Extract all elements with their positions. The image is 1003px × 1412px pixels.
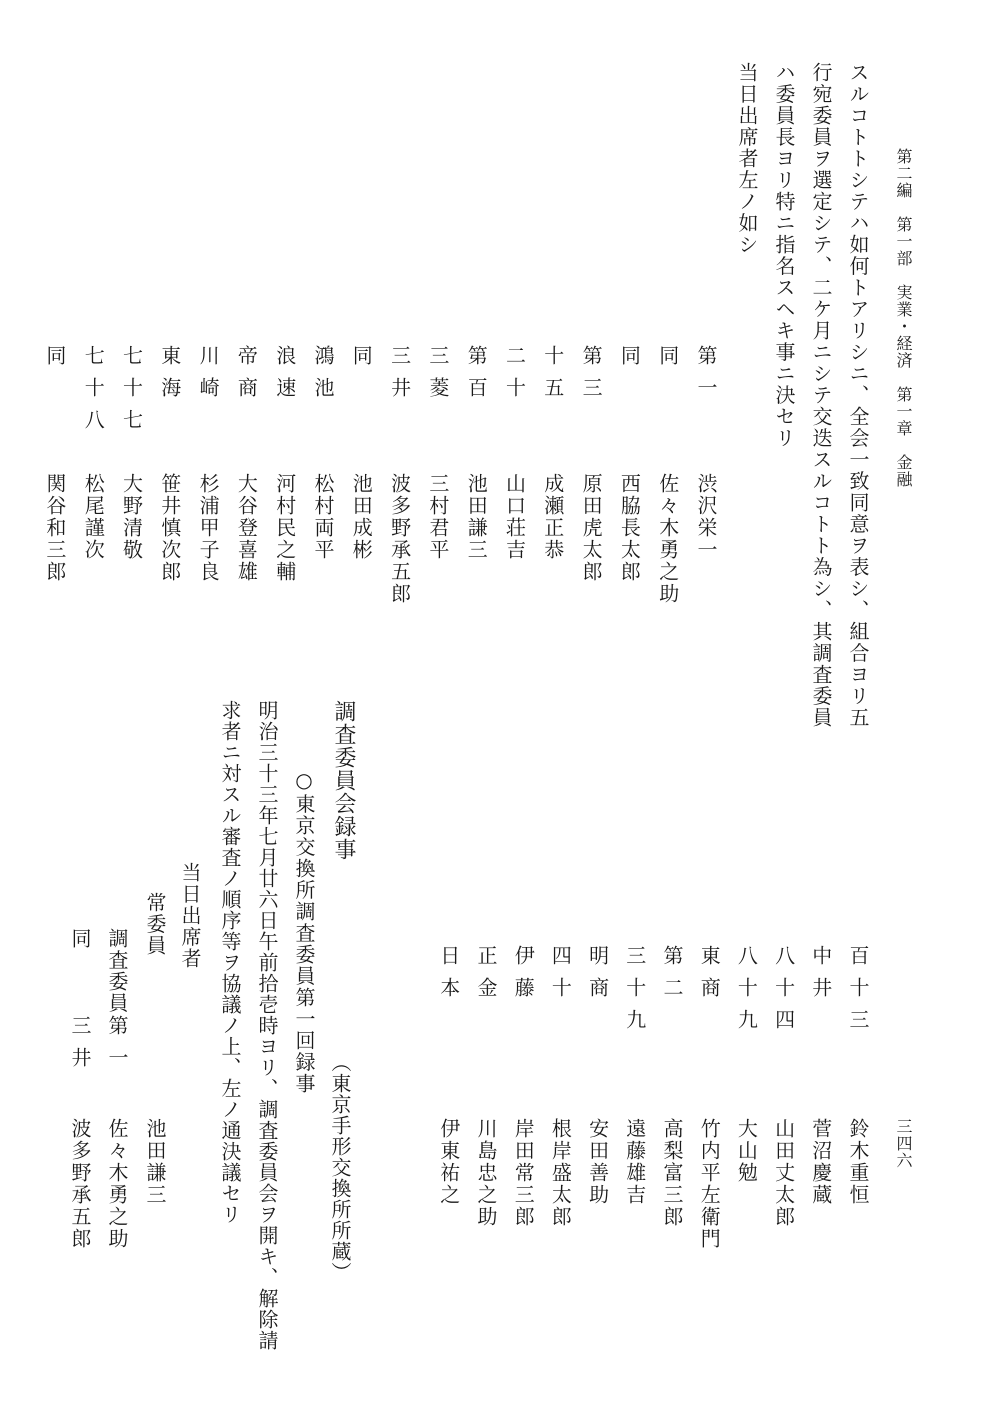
member-name: 大山勉 — [734, 1118, 759, 1184]
source-note: （東京手形交換所所蔵） — [328, 1052, 352, 1283]
member-name: 鈴木重恒 — [846, 1118, 870, 1206]
member-name: 佐々木勇之助 — [655, 473, 680, 605]
running-head: 第二編 第一部 実業・経済 第一章 金融 — [894, 148, 913, 488]
member-bank: 十五 — [540, 345, 565, 409]
member-name: 高梨富三郎 — [660, 1118, 684, 1228]
member-bank: 四十 — [548, 945, 573, 1009]
member-bank: 明商 — [585, 945, 610, 1009]
member-name: 池田成彬 — [349, 473, 374, 561]
member-name: 渋沢栄一 — [694, 473, 718, 561]
attendee-role: 常委員 — [143, 892, 167, 957]
member-bank: 同 — [655, 345, 680, 377]
member-bank: 三井 — [387, 345, 412, 409]
attendance-label: 当日出席者 — [178, 862, 202, 970]
attendee-bank: 三井 — [68, 1015, 92, 1079]
member-name: 山口荘吉 — [502, 473, 527, 561]
member-name: 杉浦甲子良 — [196, 473, 221, 583]
member-bank: 百十三 — [846, 945, 870, 1041]
member-bank: 同 — [349, 345, 374, 377]
member-name: 遠藤雄吉 — [622, 1118, 647, 1206]
member-name: 岸田常三郎 — [511, 1118, 536, 1228]
member-bank: 川崎 — [196, 345, 221, 409]
member-name: 松村両平 — [311, 473, 335, 561]
record-line: 求者ニ対スル審査ノ順序等ヲ協議ノ上、左ノ通決議セリ — [218, 700, 242, 1225]
member-name: 成瀬正恭 — [540, 473, 565, 561]
member-bank: 同 — [617, 345, 642, 377]
member-bank: 鴻池 — [311, 345, 335, 409]
intro-line: 行宛委員ヲ選定シテ、二ケ月ニシテ交迭スルコトト為シ、其調査委員 — [809, 62, 833, 729]
member-bank: 八十九 — [734, 945, 759, 1041]
intro-line: ハ委員長ヨリ特ニ指名スヘキ事ニ決セリ — [772, 62, 796, 449]
member-bank: 二十 — [502, 345, 527, 409]
member-bank: 七十七 — [119, 345, 144, 441]
member-name: 原田虎太郎 — [579, 473, 604, 583]
member-name: 川島忠之助 — [474, 1118, 498, 1228]
member-bank: 第三 — [579, 345, 604, 409]
member-name: 大野清敬 — [119, 473, 144, 561]
member-name: 大谷登喜雄 — [234, 473, 259, 583]
member-name: 松尾謹次 — [81, 473, 106, 561]
attendee-role: 調査委員 — [105, 928, 129, 1014]
member-bank: 東海 — [157, 345, 182, 409]
member-name: 山田丈太郎 — [771, 1118, 796, 1228]
member-name: 伊東祐之 — [436, 1118, 461, 1206]
member-bank: 第二 — [660, 945, 684, 1009]
member-bank: 第百 — [464, 345, 489, 409]
member-bank: 七十八 — [81, 345, 106, 441]
member-bank: 伊藤 — [511, 945, 536, 1009]
attendee-name: 池田謙三 — [143, 1118, 167, 1206]
member-name: 池田謙三 — [464, 473, 489, 561]
member-bank: 日本 — [436, 945, 461, 1009]
member-name: 波多野承五郎 — [387, 473, 412, 605]
section-subtitle: ○東京交換所調査委員第一回録事 — [292, 768, 316, 1095]
member-name: 河村民之輔 — [272, 473, 297, 583]
attendee-name: 波多野承五郎 — [68, 1118, 92, 1250]
member-name: 関谷和三郎 — [42, 473, 67, 583]
section-title: 調査委員会録事 — [331, 700, 356, 861]
member-bank: 同 — [42, 345, 67, 377]
member-bank: 東商 — [697, 945, 722, 1009]
member-bank: 中井 — [808, 945, 833, 1009]
member-bank: 三十九 — [622, 945, 647, 1041]
member-bank: 正金 — [474, 945, 498, 1009]
member-name: 菅沼慶蔵 — [808, 1118, 833, 1206]
member-bank: 八十四 — [771, 945, 796, 1041]
member-bank: 三菱 — [425, 345, 450, 409]
record-line: 明治三十三年七月廿六日午前拾壱時ヨリ、調査委員会ヲ開キ、解除請 — [255, 700, 279, 1351]
member-name: 笹井慎次郎 — [157, 473, 182, 583]
attendee-name: 佐々木勇之助 — [105, 1118, 129, 1250]
attendee-bank: 第一 — [105, 1015, 129, 1079]
page-number: 三四六 — [894, 1118, 913, 1169]
attendee-role: 同 — [68, 928, 92, 950]
member-name: 安田善助 — [585, 1118, 610, 1206]
member-bank: 帝商 — [234, 345, 259, 409]
member-name: 竹内平左衛門 — [697, 1118, 722, 1250]
member-name: 三村君平 — [425, 473, 450, 561]
member-name: 根岸盛太郎 — [548, 1118, 573, 1228]
member-name: 西脇長太郎 — [617, 473, 642, 583]
intro-line: スルコトトシテハ如何トアリシニ、全会一致同意ヲ表シ、組合ヨリ五 — [846, 62, 870, 729]
intro-line: 当日出席者左ノ如シ — [735, 62, 759, 256]
member-bank: 第一 — [694, 345, 718, 409]
member-bank: 浪速 — [272, 345, 297, 409]
